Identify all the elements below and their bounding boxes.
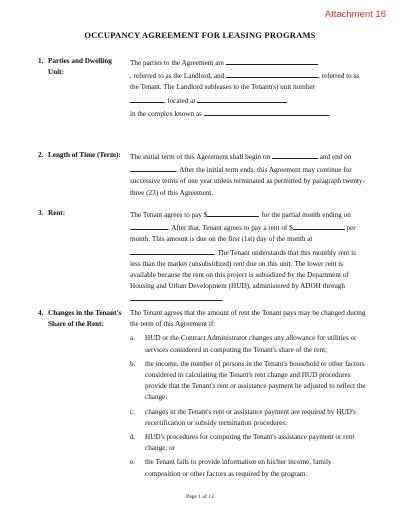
address-blank (197, 94, 287, 103)
section-number: 1. (38, 57, 44, 65)
section-label: Rent: (48, 209, 66, 217)
text-line: , referred to as the Landlord, and (130, 72, 225, 81)
payment-location-blank (130, 246, 214, 255)
item-text: the Tenant fails to provide information on his/her income, family composition or other factors as required by the program. (145, 458, 332, 478)
item-letter: b. (130, 359, 136, 368)
text-line: for the partial month ending on (261, 211, 351, 219)
text-line: per month. This amount is due on the first (1st) day of the month at (130, 224, 356, 244)
list-item (130, 457, 366, 479)
text-line: . After the initial term ends, this Agreement may continue for successive terms of one year unless terminated as permitted by paragraph twenty-three (23) of this Agreement. (130, 166, 365, 197)
end-date-blank (130, 163, 176, 172)
landlord-blank (226, 56, 318, 65)
begin-date-blank (272, 150, 318, 159)
section-intro: The Tenant agrees that the amount of rent the Tenant pays may be changed during the term of this Agreement if: (130, 309, 366, 329)
item-letter: a. (130, 334, 135, 343)
text-line: . After that, Tenant agrees to pay a rent of $ (168, 224, 293, 233)
section-body (130, 208, 366, 306)
item-text: HUD or the Contract Administrator changes any allowance for utilities or services considered in computing the Tenant's share of the rent; (145, 334, 357, 354)
text-line: The parties to the Agreement are (130, 59, 224, 67)
item-letter: d. (130, 433, 136, 442)
section-body: The parties to the Agreement are , referred to as the Landlord, and , referred to as the Tenant. The Landlord subleases to the Tenant(s) unit number , located at in the complex known as . (130, 56, 366, 120)
text-line: The Tenant agrees to pay $ (130, 211, 208, 219)
document-title: OCCUPANCY AGREEMENT FOR LEASING PROGRAMS (84, 30, 316, 40)
section-label: Parties and Dwelling Unit: (48, 57, 112, 77)
tenant-blank (226, 69, 318, 78)
section-number: 2. (38, 151, 44, 159)
attachment-label: Attachment 16 (324, 9, 386, 20)
monthly-rent-blank (293, 221, 345, 230)
page-footer: Page 1 of 12 (186, 494, 214, 500)
complex-blank (204, 107, 329, 116)
item-text: changes in the Tenant's rent or assistance payment are required by HUD's recertification or subsidy termination procedures; (145, 407, 356, 427)
partial-month-amount-blank (207, 208, 259, 217)
administrator-blank (130, 292, 224, 304)
text-line: , located at (164, 96, 196, 105)
section-label: Length of Time (Term): (48, 151, 121, 159)
item-text: HUD's procedures for computing the Tenant's assistance payment or rent change; or (145, 433, 355, 453)
text-line: The initial term of this Agreement shall begin on (130, 153, 271, 161)
section-body (130, 150, 366, 199)
list-item (130, 333, 366, 355)
list-item (130, 432, 366, 454)
partial-month-end-blank (130, 221, 168, 230)
section-label: Changes in the Tenant's Share of the Rent: (48, 309, 122, 329)
item-letter: c. (130, 407, 135, 416)
text-line: . (222, 295, 224, 304)
section-body (130, 308, 366, 483)
text-line: , referred to as the Tenant. The Landlord subleases to the Tenant(s) unit number (130, 72, 360, 92)
text-line: and end on (319, 153, 352, 161)
section-number: 4. (38, 309, 44, 317)
list-item (130, 359, 366, 404)
item-text: the income, the number of persons in the Tenant's household or other factors considered in calculating the Tenant's rent change and HUD procedures provide that the Tenant's rent or assistance payment be adjusted to reflect the change; (145, 359, 366, 402)
item-letter: e. (130, 458, 135, 467)
text-line: . The Tenant understands that this monthly rent is less than the market (unsubsidized) rent due on this unit. The lower rent is available because the rent on this project is subsidized by the Department of Housing and Urban Development (HUD), administered by ADOH through (130, 248, 356, 291)
conditions-list (130, 333, 366, 479)
unit-number-blank (130, 94, 164, 103)
text-line: in the complex known as (130, 109, 202, 118)
section-number: 3. (38, 209, 44, 217)
list-item (130, 407, 366, 429)
